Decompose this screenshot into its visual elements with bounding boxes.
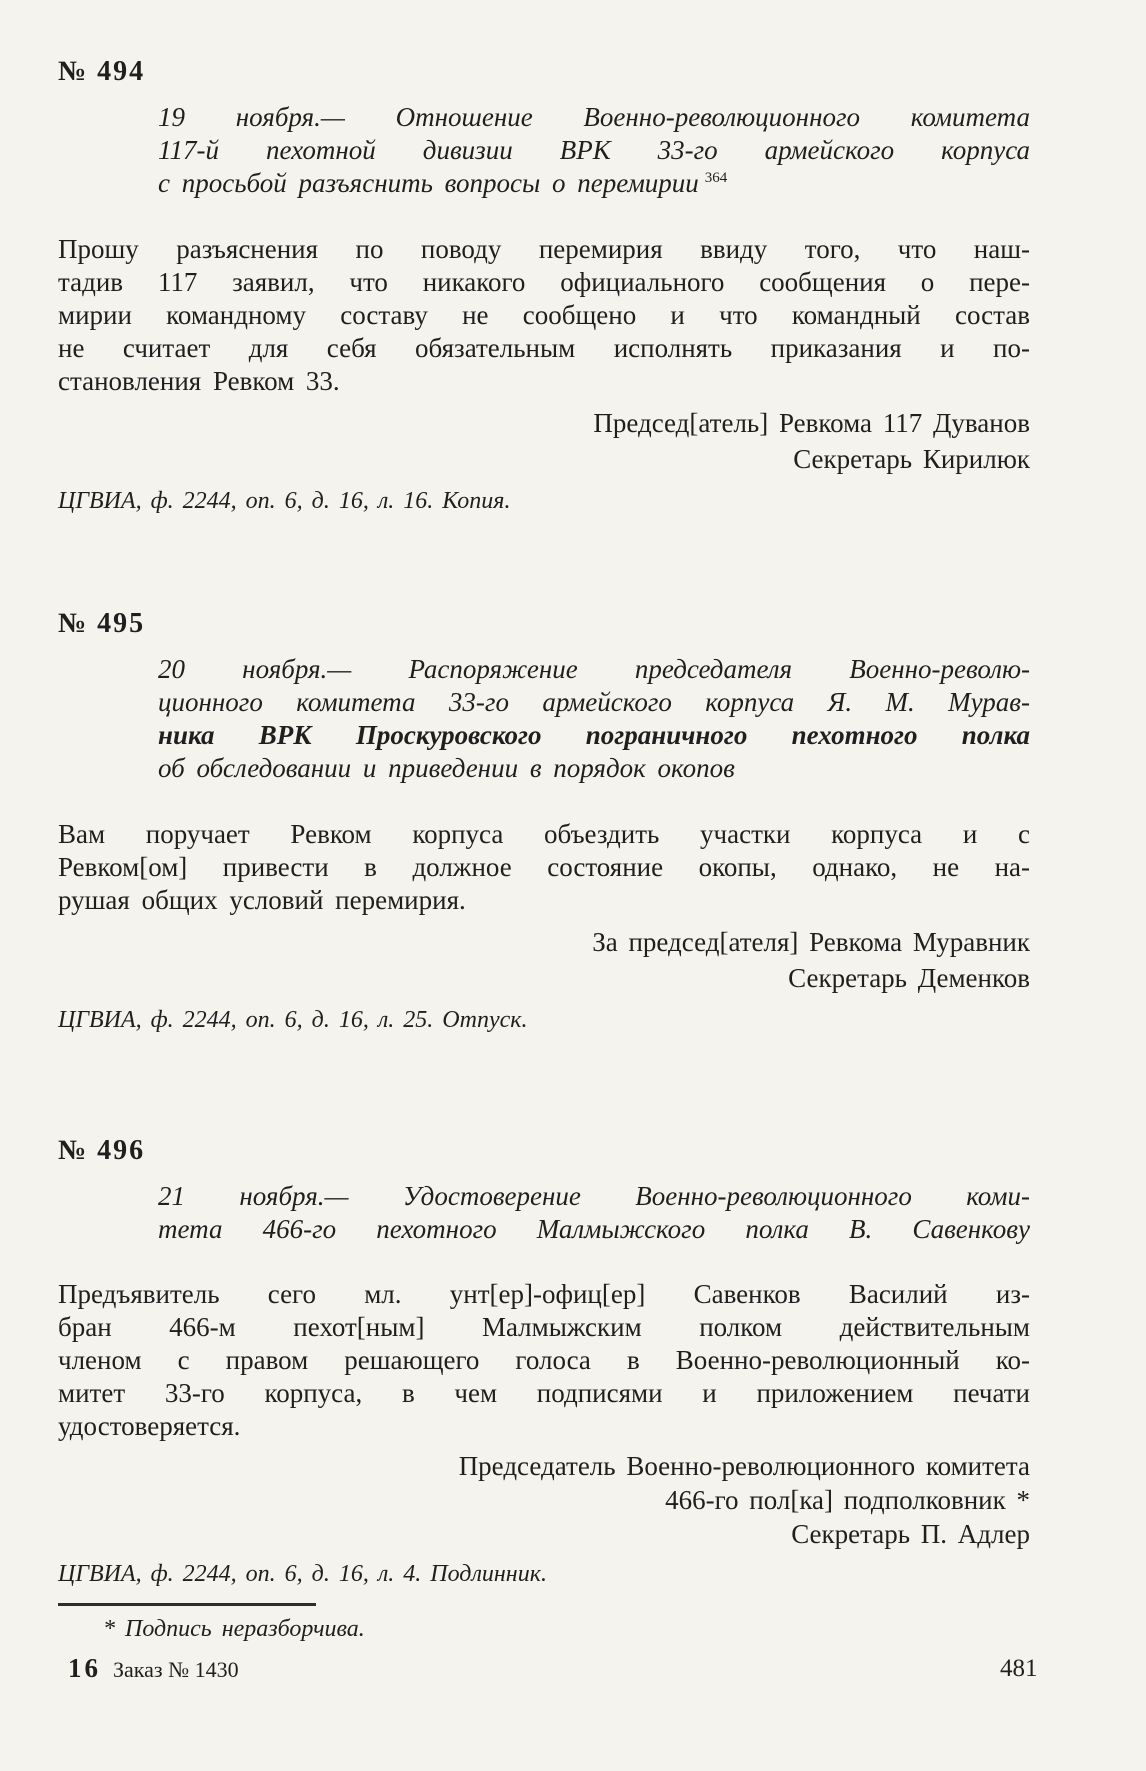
body-line: Вам поручает Ревком корпуса объездить участки корпуса и с (58, 819, 1030, 849)
heading-line: 21 ноября.— Удостоверение Военно-революционного коми- (158, 1181, 1030, 1211)
doc-signatures (58, 924, 1030, 996)
heading-line: 19 ноября.— Отношение Военно-революционного комитета (158, 102, 1030, 132)
body-line: Прошу разъяснения по поводу перемирия ввиду того, что наш- (58, 234, 1030, 264)
doc-body (58, 818, 1030, 917)
print-order-text: Заказ № 1430 (113, 1657, 239, 1682)
heading-line: об обследовании и приведении в порядок окопов (158, 753, 735, 783)
heading-line: ника ВРК Проскуровского пограничного пехотного полка (158, 720, 1030, 750)
doc-signatures (58, 1449, 1030, 1551)
signature-line: Председ[атель] Ревкома 117 Дуванов (593, 408, 1030, 438)
heading-line: 20 ноября.— Распоряжение председателя Военно-револю- (158, 654, 1030, 684)
body-line: бран 466-м пехот[ным] Малмыжским полком действительным (58, 1312, 1030, 1342)
body-line: тадив 117 заявил, что никакого официального сообщения о пере- (58, 267, 1030, 297)
footnote: * Подпись неразборчива. (103, 1616, 365, 1642)
heading-line: 117-й пехотной дивизии ВРК 33-го армейского корпуса (158, 135, 1030, 165)
doc-number: № 494 (58, 56, 146, 87)
body-line: не считает для себя обязательным исполнять приказания и по- (58, 333, 1030, 363)
doc-body (58, 1278, 1030, 1443)
signature-line: Секретарь Деменков (788, 963, 1030, 993)
page-content (58, 56, 1030, 1644)
footnote-reference: 364 (704, 170, 728, 186)
archival-source: ЦГВИА, ф. 2244, оп. 6, д. 16, л. 25. Отпуск. (58, 1007, 528, 1033)
doc-heading (158, 101, 1030, 200)
document-496 (58, 1135, 1030, 1589)
doc-signatures (58, 405, 1030, 477)
heading-line: ционного комитета 33-го армейского корпуса Я. М. Мурав- (158, 687, 1030, 717)
page-number: 481 (1000, 1655, 1038, 1682)
doc-body (58, 233, 1030, 398)
doc-heading (158, 1180, 1030, 1246)
doc-heading (158, 653, 1030, 785)
heading-line: тета 466-го пехотного Малмыжского полка В. Савенкову (158, 1214, 1030, 1244)
signature-line: Секретарь П. Адлер (791, 1519, 1030, 1549)
print-sheet-number: 16 (68, 1653, 101, 1683)
doc-number: № 496 (58, 1135, 146, 1166)
body-line: становления Ревком 33. (58, 366, 340, 396)
signature-line: За председ[ателя] Ревкома Муравник (592, 927, 1030, 957)
body-line: митет 33-го корпуса, в чем подписями и приложением печати (58, 1378, 1030, 1408)
signature-line: Председатель Военно-революционного комитета (458, 1451, 1030, 1481)
body-line: Ревком[ом] привести в должное состояние окопы, однако, не на- (58, 852, 1030, 882)
archival-source: ЦГВИА, ф. 2244, оп. 6, д. 16, л. 4. Подлинник. (58, 1561, 547, 1587)
print-order-note (68, 1652, 239, 1686)
doc-number: № 495 (58, 608, 146, 639)
heading-line (158, 167, 1030, 200)
document-495 (58, 608, 1030, 1035)
signature-line: Секретарь Кирилюк (793, 444, 1030, 474)
footnote-divider (58, 1603, 316, 1606)
body-line: членом с правом решающего голоса в Военно-революционный ко- (58, 1345, 1030, 1375)
heading-text: с просьбой разъяснить вопросы о перемирии (158, 168, 699, 198)
signature-line: 466-го пол[ка] подполковник * (665, 1485, 1030, 1515)
body-line: Предъявитель сего мл. унт[ер]-офиц[ер] Савенков Василий из- (58, 1279, 1030, 1309)
body-line: рушая общих условий перемирия. (58, 885, 466, 915)
archival-source: ЦГВИА, ф. 2244, оп. 6, д. 16, л. 16. Копия. (58, 488, 511, 514)
body-line: удостоверяется. (58, 1411, 241, 1441)
document-494 (58, 56, 1030, 516)
body-line: мирии командному составу не сообщено и что командный состав (58, 300, 1030, 330)
